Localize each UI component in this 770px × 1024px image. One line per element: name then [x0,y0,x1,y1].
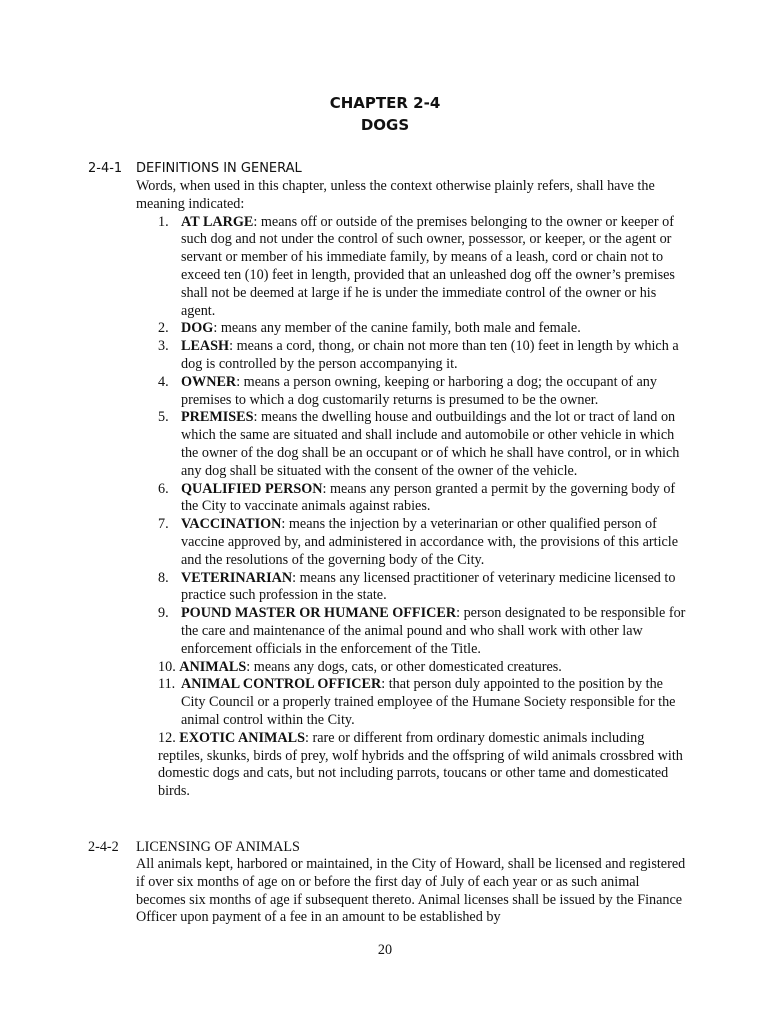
definition-text: : means any licensed practitioner of veterinary medicine licensed to practice such profession in the state. [181,569,676,604]
definition-text: : means any member of the canine family, both male and female. [213,320,581,337]
definition-item [88,214,688,321]
definition-term: ANIMALS [179,658,247,675]
section-licensing [88,838,688,927]
definition-item [88,374,688,410]
definition-term: VETERINARIAN [181,569,293,586]
definition-term: PREMISES [181,409,254,426]
section-heading [88,160,688,178]
section-body: All animals kept, harbored or maintained, in the City of Howard, shall be licensed and registered if over six months of age on or before the first day of July of each year or as such animal becomes six months of age if subsequent thereto. Animal licenses shall be issued by the Finance Officer upon payment of a fee in an amount to be established by [136,856,686,926]
definition-text: : means a cord, thong, or chain not more than ten (10) feet in length by which a dog is controlled by the person accompanying it. [181,338,679,372]
definition-term: LEASH [181,338,230,355]
item-number: 12. [158,729,176,746]
item-number: 8. [158,569,169,586]
definition-term: AT LARGE [181,213,254,230]
definition-item [88,320,688,338]
definition-term: OWNER [181,373,237,390]
definition-item [88,676,688,729]
definition-text: : means any person granted a permit by the governing body of the City to vaccinate animals against rabies. [181,480,676,515]
section-definitions [88,160,688,801]
section-title: DEFINITIONS IN GENERAL [136,161,302,176]
definition-item [88,570,688,606]
item-number: 7. [158,516,169,533]
definition-text: : that person duly appointed to the position by the City Council or a properly trained employee of the Humane Society responsible for the animal control within the City. [181,676,676,728]
definition-item [88,730,688,801]
definition-term: QUALIFIED PERSON [181,480,323,497]
section-title: LICENSING OF ANIMALS [136,839,300,855]
section-number: 2-4-1 [88,161,123,176]
definition-text: : means the dwelling house and outbuildings and the lot or tract of land on which the same are situated and shall include and automobile or other vehicle in which the owner of the dog shall be an occupant or of which he shall have control, or in which any dog shall be situated with the consent of the owner of the vehicle. [181,409,680,479]
chapter-subject: DOGS [360,116,410,134]
chapter-number: CHAPTER 2-4 [329,94,441,112]
definition-text: : means off or outside of the premises belonging to the owner or keeper of such dog and not under the control of such owner, possessor, or keeper, or the agent or servant or member of his immediate family, by means of a leash, cord or chain not to exceed ten (10) feet in length, provided that an unleashed dog off the owner’s premises shall not be deemed at large if he is under the immediate control of the owner or his agent. [181,213,675,319]
definition-item [88,481,688,517]
item-number: 11. [158,676,176,693]
item-number: 5. [158,409,169,426]
definition-text: : means the injection by a veterinarian or other qualified person of vaccine approved by, and administered in accordance with, the provisions of this article and the resolutions of the governing body of the City. [181,516,679,568]
definition-item [88,659,688,677]
definition-item [88,516,688,569]
definition-text: : means any dogs, cats, or other domesticated creatures. [246,658,562,675]
definition-term: EXOTIC ANIMALS [179,729,306,746]
item-number: 2. [158,320,169,337]
definition-item [88,409,688,480]
item-number: 3. [158,338,169,355]
item-number: 6. [158,480,169,497]
definition-term: DOG [181,320,214,337]
definition-term: ANIMAL CONTROL OFFICER [181,676,382,693]
definition-term: VACCINATION [181,516,282,533]
definitions-list [88,214,688,801]
definition-item [88,338,688,374]
section-heading [88,838,688,856]
definition-text: : means a person owning, keeping or harboring a dog; the occupant of any premises to which a dog customarily returns is presumed to be the owner. [181,373,657,408]
item-number: 10. [158,658,176,675]
definition-text: : person designated to be responsible for the care and maintenance of the animal pound and who shall work with other law enforcement officials in the enforcement of the Title. [181,605,686,657]
definition-item [88,605,688,658]
item-number: 1. [158,213,169,230]
chapter-heading [0,92,770,136]
definition-term: POUND MASTER OR HUMANE OFFICER [181,605,457,622]
page-number: 20 [377,942,393,958]
section-intro: Words, when used in this chapter, unless the context otherwise plainly refers, shall have the meaning indicated: [136,178,655,212]
definition-text: : rare or different from ordinary domestic animals including reptiles, skunks, birds of prey, wolf hybrids and the offspring of wild animals crossbred with domestic dogs and cats, but not including parrots, toucans or other tame and domesticated birds. [158,729,683,800]
item-number: 4. [158,373,169,390]
section-number: 2-4-2 [88,839,119,855]
item-number: 9. [158,605,169,622]
